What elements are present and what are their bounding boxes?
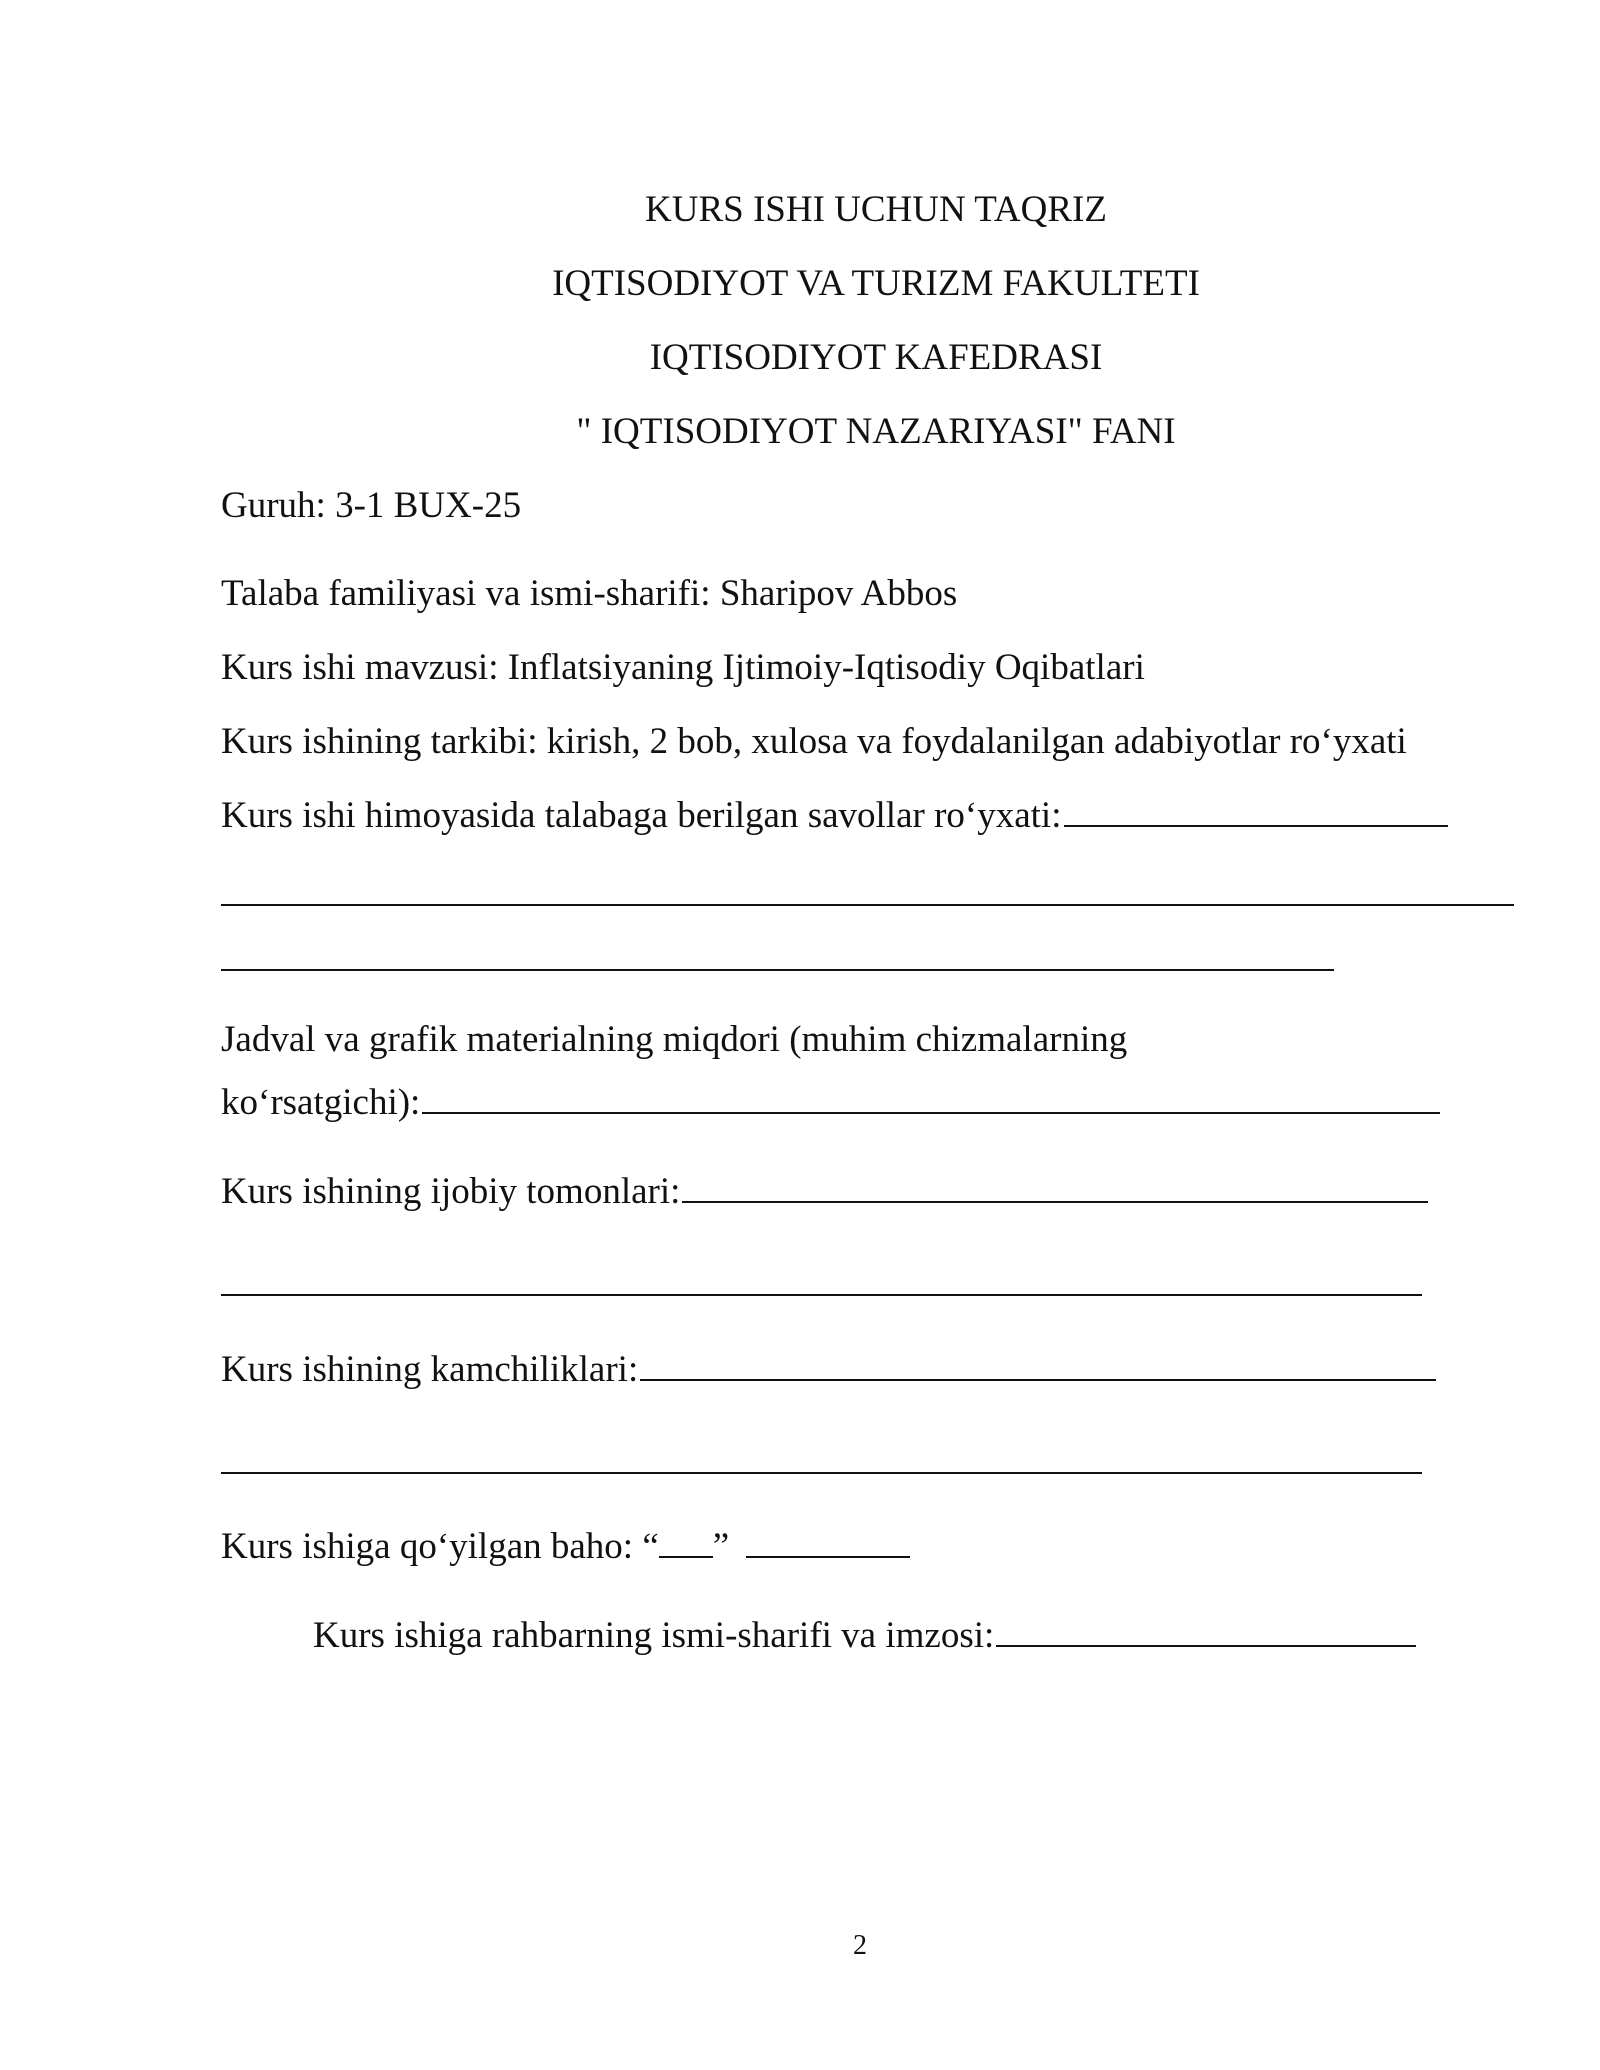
positives-blank bbox=[682, 1200, 1428, 1203]
page-number: 2 bbox=[853, 1930, 867, 1961]
graphics-line bbox=[221, 1081, 1440, 1125]
positives-line bbox=[221, 1170, 1428, 1214]
grade-blank bbox=[659, 1555, 713, 1558]
shortcomings-blank-line-2 bbox=[221, 1472, 1422, 1474]
supervisor-signature-blank bbox=[996, 1644, 1416, 1647]
shortcomings-line bbox=[221, 1348, 1436, 1392]
graphics-label-line-1: Jadval va grafik materialning miqdori (muhim chizmalarning bbox=[221, 1019, 1128, 1060]
shortcomings-blank bbox=[640, 1378, 1436, 1381]
questions-blank bbox=[1064, 824, 1448, 827]
faculty-name: IQTISODIYOT VA TURIZM FAKULTETI bbox=[552, 263, 1200, 304]
structure-line: Kurs ishining tarkibi: kirish, 2 bob, xulosa va foydalanilgan adabiyotlar ro‘yxati bbox=[221, 721, 1407, 762]
supervisor-label: Kurs ishiga rahbarning ismi-sharifi va imzosi: bbox=[313, 1615, 995, 1656]
questions-line bbox=[221, 794, 1448, 838]
title-review: KURS ISHI UCHUN TAQRIZ bbox=[645, 189, 1107, 230]
group-line: Guruh: 3-1 BUX-25 bbox=[221, 485, 522, 526]
graphics-label-line-2: ko‘rsatgichi): bbox=[221, 1082, 421, 1123]
questions-blank-line-3 bbox=[221, 969, 1334, 971]
graphics-blank bbox=[422, 1111, 1440, 1114]
grade-label: Kurs ishiga qo‘yilgan baho: “ bbox=[221, 1526, 659, 1567]
questions-label: Kurs ishi himoyasida talabaga berilgan savollar ro‘yxati: bbox=[221, 795, 1062, 836]
student-line: Talaba familiyasi va ismi-sharifi: Sharipov Abbos bbox=[221, 573, 958, 614]
topic-line: Kurs ishi mavzusi: Inflatsiyaning Ijtimoiy-Iqtisodiy Oqibatlari bbox=[221, 647, 1145, 688]
positives-blank-line-2 bbox=[221, 1294, 1422, 1296]
grade-line bbox=[221, 1525, 910, 1569]
subject-name: " IQTISODIYOT NAZARIYASI" FANI bbox=[576, 411, 1176, 452]
shortcomings-label: Kurs ishining kamchiliklari: bbox=[221, 1349, 639, 1390]
grade-quote-close: ” bbox=[712, 1526, 730, 1567]
positives-label: Kurs ishining ijobiy tomonlari: bbox=[221, 1171, 681, 1212]
department-name: IQTISODIYOT KAFEDRASI bbox=[649, 337, 1103, 378]
grade-words-blank bbox=[746, 1555, 910, 1558]
supervisor-line bbox=[313, 1614, 1416, 1658]
questions-blank-line-2 bbox=[221, 904, 1514, 906]
